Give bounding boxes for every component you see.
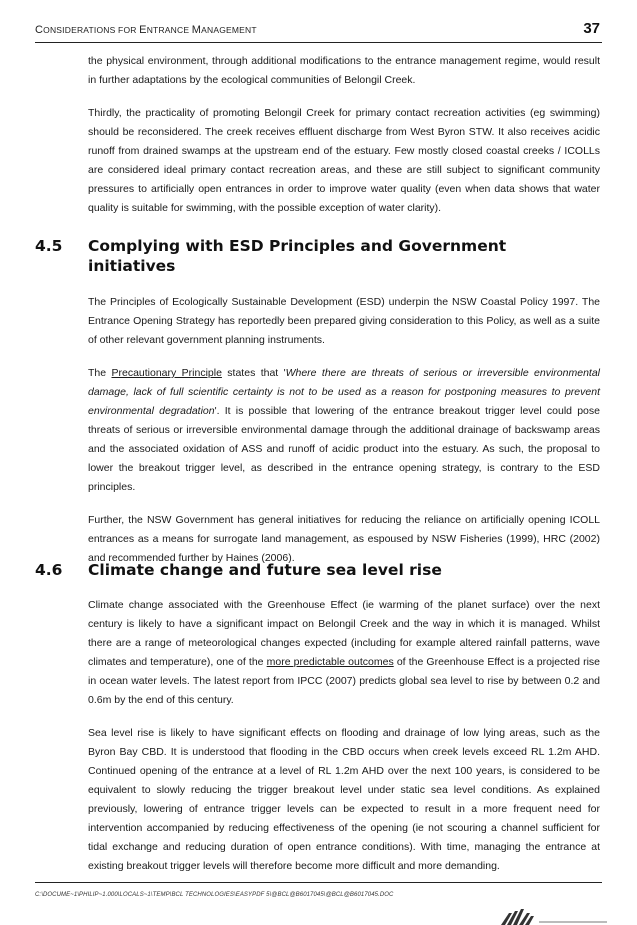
precautionary-principle-term: Precautionary Principle — [111, 367, 222, 379]
section-title: Climate change and future sea level rise — [88, 561, 442, 579]
section-number: 4.5 — [35, 237, 63, 255]
predictable-outcomes-term: more predictable outcomes — [266, 656, 394, 668]
footer-divider — [35, 882, 602, 883]
paragraph: The Principles of Ecologically Sustainable Development (ESD) underpin the NSW Coastal Policy 1997. The Entrance Opening Strategy has reportedly been prepared giving consideration to this Policy, as well as a suite of other relevant government planning instruments. — [88, 296, 600, 346]
section-4-6-body — [88, 596, 600, 890]
paragraph: Climate change associated with the Greenhouse Effect (ie warming of the planet surface) over the next century is likely to have a significant impact on Belongil Creek and the way in which it is managed. Whilst there are a range of meteorological changes expected (including for example altered rainfall patterns, wave climates and temperature), one of the more predictable outcomes of the Greenhouse Effect is a projected rise in ocean water levels. The latest report from IPCC (2007) predicts global sea level to rise by between 0.2 and 0.6m by the end of this century. — [88, 599, 600, 706]
page-header — [35, 20, 602, 43]
quote: Where there are threats of serious or irreversible environmental damage, lack of full scientific certainty is not to be used as a reason for postponing measures to prevent environmental degradation — [88, 367, 600, 417]
body-top — [88, 52, 600, 232]
page-number: 37 — [583, 20, 600, 37]
section-title: Complying with ESD Principles and Government initiatives — [88, 237, 507, 275]
footer-file-path: C:\DOCUME~1\PHILIP~1.000\LOCALS~1\TEMP\BCL TECHNOLOGIES\EASYPDF 5\@BCL@B6017045\@BCL@B6017045.DOC — [35, 892, 394, 898]
section-number: 4.6 — [35, 561, 63, 579]
company-logo-icon — [499, 907, 609, 925]
paragraph: the physical environment, through additional modifications to the entrance management regime, would result in further adaptations by the ecological communities of Belongil Creek. — [88, 55, 600, 86]
section-4-5-body — [88, 293, 600, 582]
paragraph: Further, the NSW Government has general initiatives for reducing the reliance on artificially opening ICOLL entrances as a means for surrogate land management, as espoused by NSW Fisheries (1999), HRC (2002) and recommended further by Haines (2006). — [88, 514, 600, 564]
paragraph: Thirdly, the practicality of promoting Belongil Creek for primary contact recreation activities (eg swimming) should be reconsidered. The creek receives effluent discharge from West Byron STW. It also receives acidic runoff from drained swamps at the upstream end of the estuary. Few mostly closed coastal creeks / ICOLLs are considered ideal primary contact recreation areas, and these are still subject to significant community pressures to artificially open entrances in order to improve water quality (even when data shows that water quality is suitable for swimming, with the possible exception of water clarity). — [88, 107, 600, 214]
paragraph: The Precautionary Principle states that 'Where there are threats of serious or irreversible environmental damage, lack of full scientific certainty is not to be used as a reason for postponing measures to prevent environmental degradation'. It is possible that lowering of the entrance breakout trigger level could pose threats of serious or irreversible environmental damage through the additional drainage of backswamp areas and the associated oxidation of ASS and runoff of acidic product into the estuary. As such, the proposal to lower the breakout trigger level, as described in the entrance opening strategy, is contrary to the ESD principles. — [88, 367, 600, 493]
paragraph: Sea level rise is likely to have significant effects on flooding and drainage of low lying areas, such as the Byron Bay CBD. It is understood that flooding in the CBD occurs when creek levels exceed RL 1.2m AHD. Continued opening of the entrance at a level of RL 1.2m AHD over the next 100 years, is considered to be equivalent to slowly reducing the trigger breakout level under static sea level conditions. As explained previously, lowering of entrance trigger levels can be expected to result in a more frequent need for intervention accompanied by reducing effectiveness of the opening (ie not scouring a channel sufficient for tidal exchange and reducing duration of open entrance conditions). With time, managing the entrance at existing breakout trigger levels will therefore become more difficult and more demanding. — [88, 727, 600, 872]
running-title: CONSIDERATIONS FOR ENTRANCE MANAGEMENT — [35, 24, 257, 36]
